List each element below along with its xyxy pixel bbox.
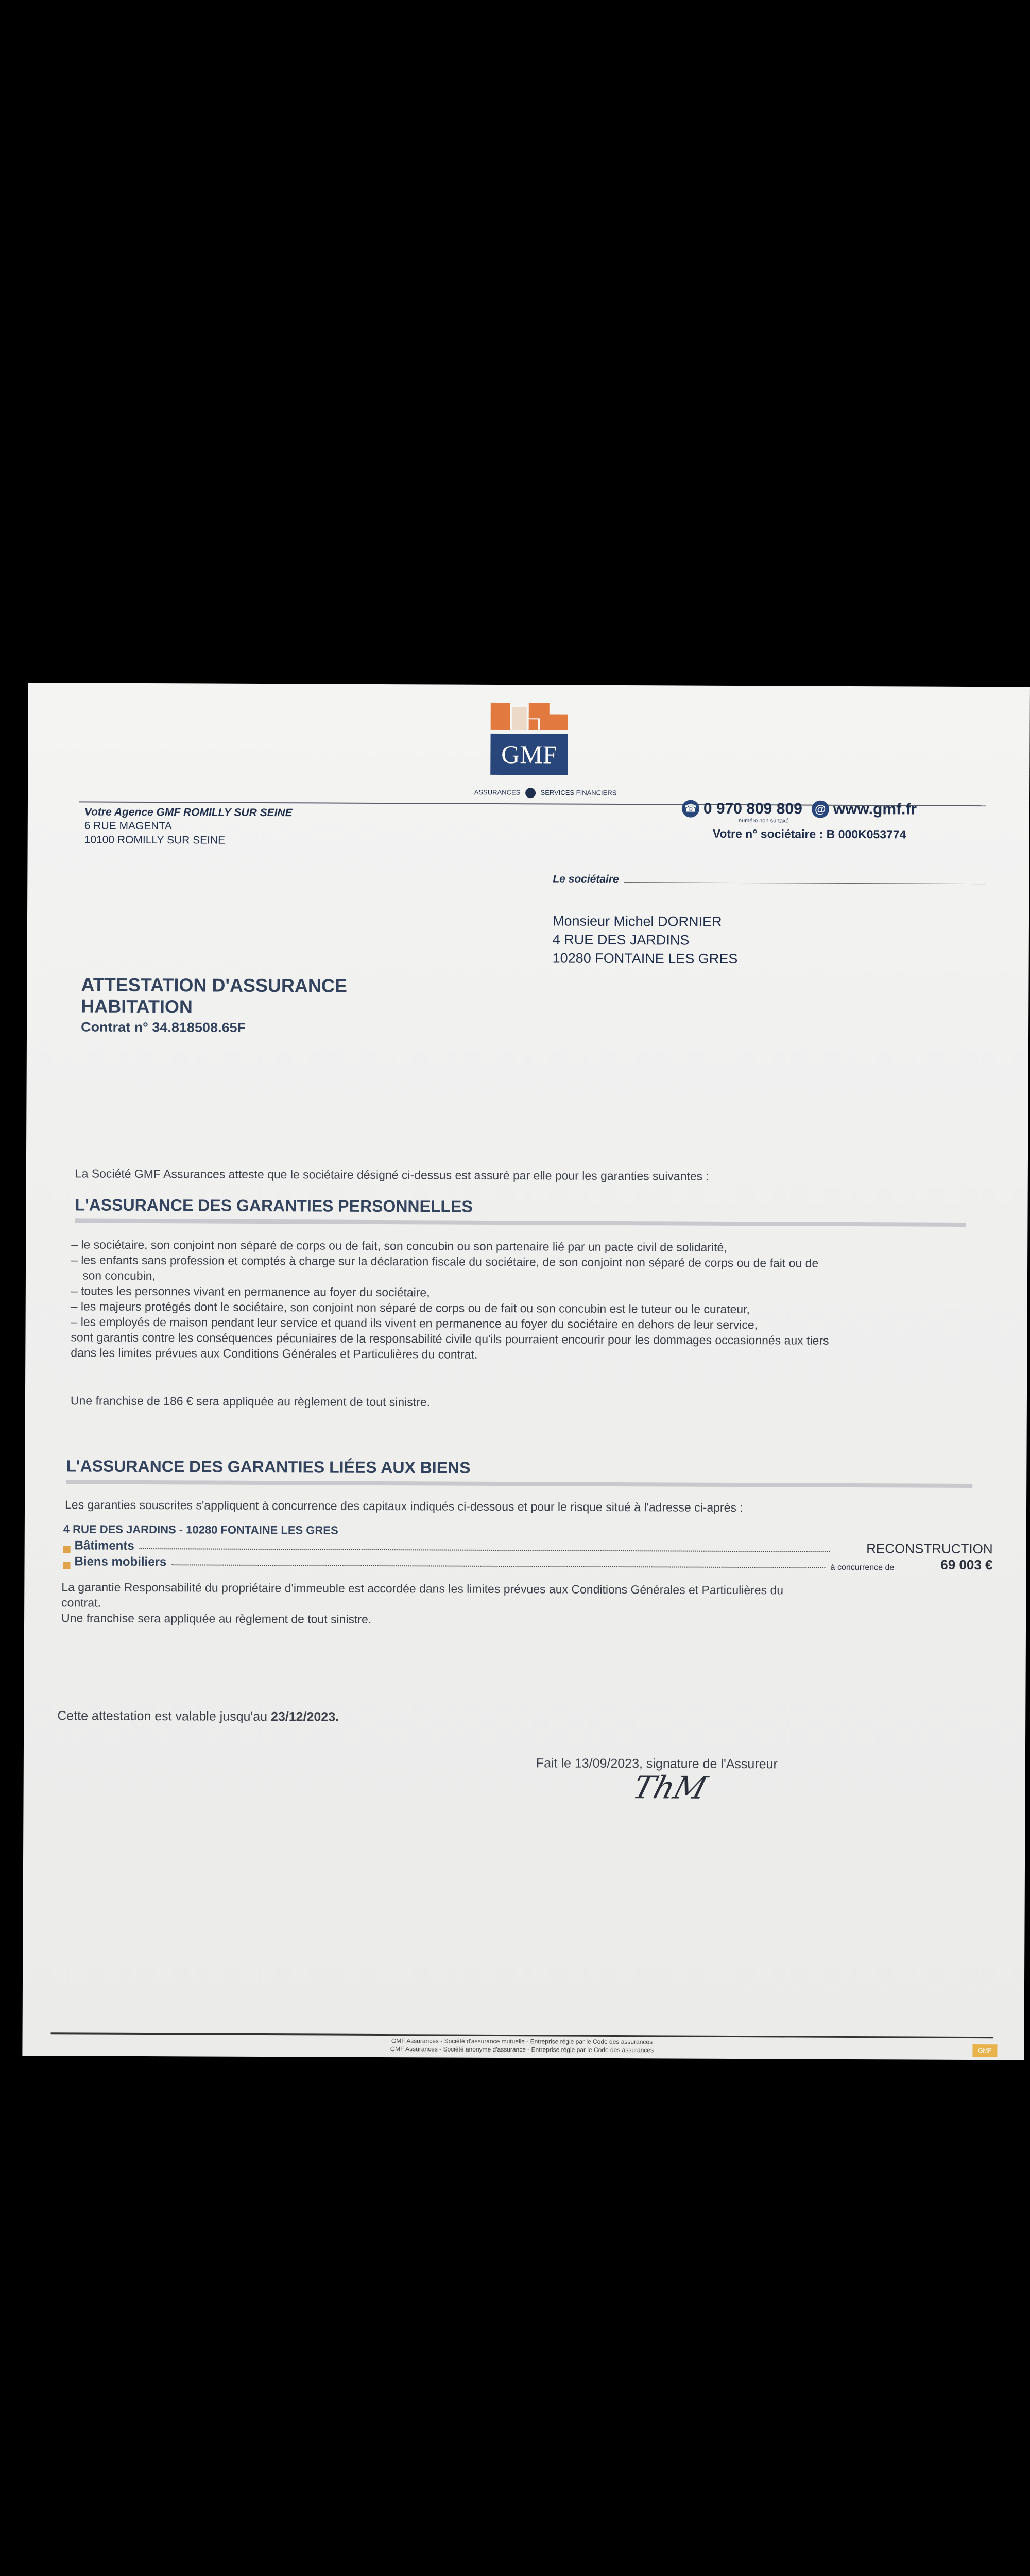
liability-line: contrat. [61, 1596, 101, 1609]
recipient-address [553, 911, 965, 969]
property-details [63, 1522, 992, 1573]
phone-icon: ☎ [682, 800, 699, 818]
row-label: Bâtiments [74, 1538, 134, 1553]
document-title-block [81, 974, 545, 1037]
web-icon: @ [812, 801, 829, 818]
member-number-line [713, 827, 991, 842]
contact-block [682, 800, 991, 842]
recipient-name: Monsieur Michel DORNIER [552, 913, 722, 929]
list-item: – les employés de maison pendant leur service et quand ils vivent en permanence au foyer du sociétaire en dehors de leur service, [71, 1315, 758, 1332]
bullet-icon [63, 1562, 70, 1569]
insurance-certificate-paper [22, 683, 1030, 2060]
contract-number: Contrat n° 34.818508.65F [81, 1019, 246, 1036]
row-value: 69 003 € [940, 1556, 993, 1573]
tagline-left: ASSURANCES [474, 788, 521, 796]
property-franchise: Une franchise sera appliquée au règlement de tout sinistre. [61, 1611, 372, 1626]
signature-text: Fait le 13/09/2023, signature de l'Assureur [536, 1756, 778, 1772]
document-subtitle: HABITATION [81, 995, 193, 1018]
personal-items-list [71, 1236, 977, 1364]
gmf-logo [481, 703, 595, 788]
signature-scribble: ThM [629, 1770, 711, 1806]
liability-line: La garantie Responsabilité du propriétaire d'immeuble est accordée dans les limites prévues aux Conditions Générales et Particulières du [61, 1580, 784, 1597]
validity-line [57, 1708, 572, 1725]
property-intro: Les garanties souscrites s'appliquent à concurrence des capitaux indiqués ci-dessous et pour le risque situé à l'adresse ci-après : [64, 1498, 743, 1515]
agency-block [84, 805, 445, 848]
agency-city: 10100 ROMILLY SUR SEINE [84, 834, 226, 846]
row-label: Biens mobiliers [74, 1554, 167, 1569]
list-item: – les majeurs protégés dont le sociétaire, son conjoint non séparé de corps ou de fait ou son concubin est le tuteur ou le curateur, [71, 1299, 750, 1316]
list-item: – les enfants sans profession et comptés à charge sur la déclaration fiscale du sociétaire, de son conjoint non séparé de corps ou de fait ou de [71, 1253, 819, 1270]
table-row [63, 1553, 992, 1573]
agency-street: 6 RUE MAGENTA [84, 820, 172, 833]
phone-number: 0 970 809 809 [703, 800, 802, 818]
footer-legal [94, 2036, 949, 2056]
member-label: Votre n° sociétaire : [712, 826, 827, 841]
list-item: son concubin, [82, 1268, 156, 1283]
phone-note: numéro non surtaxé [738, 818, 789, 824]
property-address: 4 RUE DES JARDINS - 10280 FONTAINE LES GRES [63, 1522, 338, 1537]
recipient-city: 10280 FONTAINE LES GRES [552, 950, 738, 967]
guarantee-text: dans les limites prévues aux Conditions Générales et Particulières du contrat. [71, 1346, 478, 1361]
footer-badge: GMF [972, 2044, 997, 2057]
guarantee-text: sont garantis contre les conséquences pécuniaires de la responsabilité civile qu'ils pourraient encourir pour les dommages occasionnés aux tiers [71, 1330, 829, 1347]
tagline-right: SERVICES FINANCIERS [540, 788, 617, 797]
recipient-street: 4 RUE DES JARDINS [552, 931, 690, 948]
row-qualifier: à concurrence de [830, 1563, 895, 1572]
footer-line: GMF Assurances - Société anonyme d'assurance - Entreprise régie par le Code des assurances [390, 2045, 654, 2054]
row-value: RECONSTRUCTION [866, 1540, 993, 1557]
agency-name: Votre Agence GMF ROMILLY SUR SEINE [84, 806, 293, 819]
liability-text [61, 1579, 978, 1630]
validity-date: 23/12/2023. [270, 1709, 339, 1724]
bullet-icon [63, 1546, 71, 1553]
property-section-title: L'ASSURANCE DES GARANTIES LIÉES AUX BIENS [66, 1456, 471, 1477]
intro-text: La Société GMF Assurances atteste que le sociétaire désigné ci-dessus est assuré par elle pour les garanties suivantes : [75, 1166, 710, 1183]
member-number: B 000K053774 [826, 827, 906, 841]
recipient-label-line [553, 873, 985, 887]
footer-line: GMF Assurances - Société d'assurance mutuelle - Entreprise régie par le Code des assurances [391, 2037, 653, 2046]
logo-brand: GMF [490, 734, 568, 775]
personal-section-title: L'ASSURANCE DES GARANTIES PERSONNELLES [75, 1195, 473, 1216]
list-item: – toutes les personnes vivant en permanence au foyer du sociétaire, [71, 1284, 430, 1299]
personal-franchise: Une franchise de 186 € sera appliquée au règlement de tout sinistre. [70, 1394, 431, 1409]
list-item: – le sociétaire, son conjoint non séparé de corps ou de fait, son concubin ou son partenaire lié par un pacte civil de solidarité, [71, 1238, 727, 1254]
website-link[interactable]: www.gmf.fr [833, 800, 917, 818]
validity-text: Cette attestation est valable jusqu'au [57, 1708, 271, 1724]
logo-tagline [460, 788, 630, 799]
document-title: ATTESTATION D'ASSURANCE [81, 974, 348, 996]
recipient-label: Le sociétaire [553, 873, 619, 886]
